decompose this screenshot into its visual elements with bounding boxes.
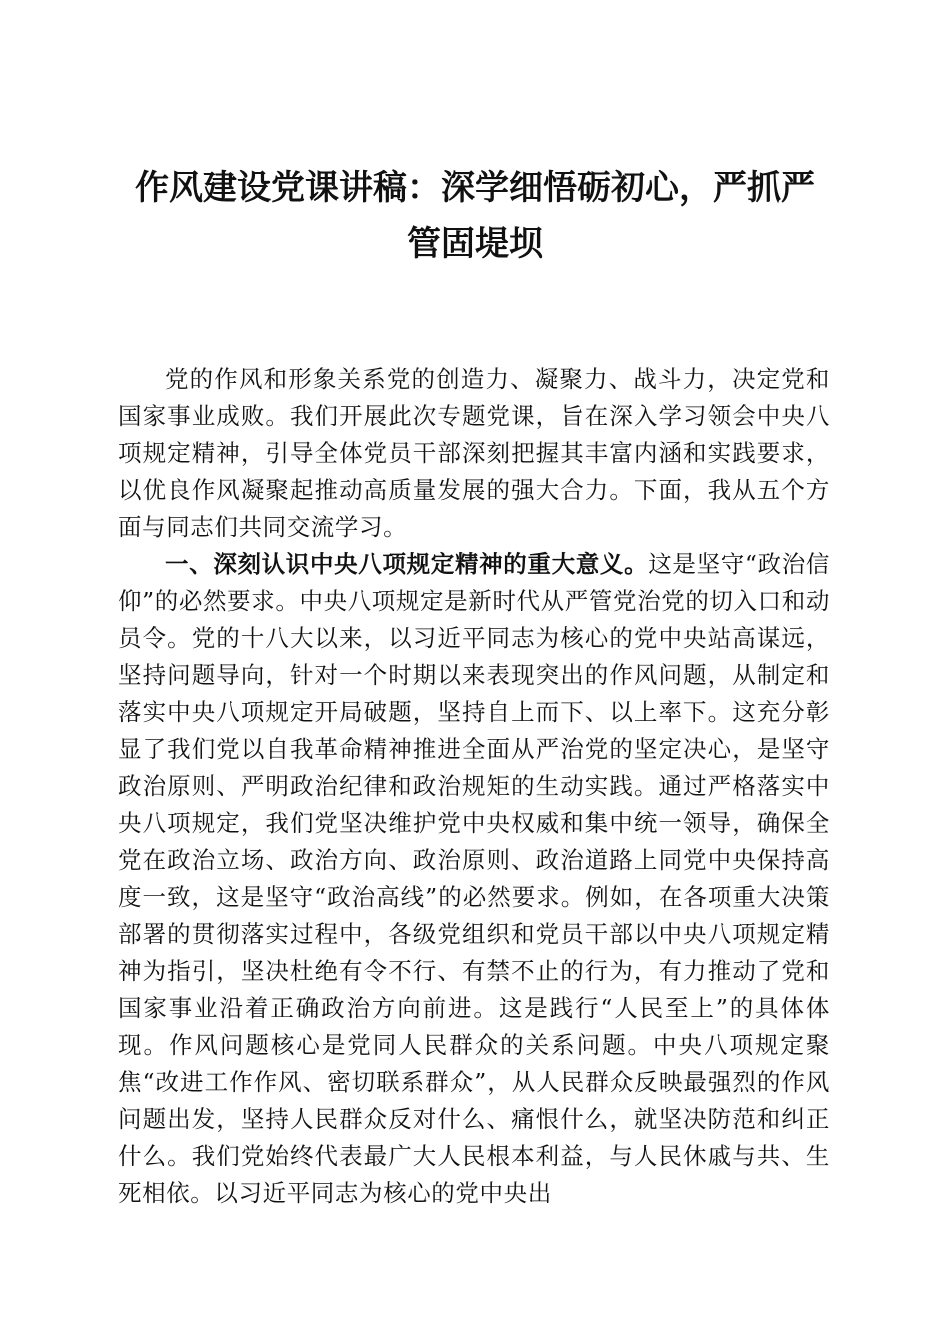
title-line-1: 作风建设党课讲稿：深学细悟砺初心，严抓严: [135, 168, 815, 208]
paragraph-text: 这是坚守“政治信仰”的必然要求。中央八项规定是新时代从严管党治党的切入口和动员令。党的十八大以来，以习近平同志为核心的党中央站高谋远，坚持问题导向，针对一个时期以来表现突出的作风问题，从制定和落实中央八项规定开局破题，坚持自上而下、以上率下。这充分彰显了我们党以自我革命精神推进全面从严治党的坚定决心，是坚守政治原则、严明政治纪律和政治规矩的生动实践。通过严格落实中央八项规定，我们党坚决维护党中央权威和集中统一领导，确保全党在政治立场、政治方向、政治原则、政治道路上同党中央保持高度一致，这是坚守“政治高线”的必然要求。例如，在各项重大决策部署的贯彻落实过程中，各级党组织和党员干部以中央八项规定精神为指引，坚决杜绝有令不行、有禁不止的行为，有力推动了党和国家事业沿着正确政治方向前进。这是践行“人民至上”的具体体现。作风问题核心是党同人民群众的关系问题。中央八项规定聚焦“改进工作作风、密切联系群众”，从人民群众反映最强烈的作风问题出发，坚持人民群众反对什么、痛恨什么，就坚决防范和纠正什么。我们党始终代表最广大人民根本利益，与人民休戚与共、生死相依。以习近平同志为核心的党中央出: [118, 550, 830, 1207]
document-title: [100, 160, 850, 272]
document-body: [118, 361, 830, 1212]
section-heading: 一、深刻认识中央八项规定精神的重大意义。: [165, 550, 649, 578]
paragraph-text: 党的作风和形象关系党的创造力、凝聚力、战斗力，决定党和国家事业成败。我们开展此次专题党课，旨在深入学习领会中央八项规定精神，引导全体党员干部深刻把握其丰富内涵和实践要求，以优良作风凝聚起推动高质量发展的强大合力。下面，我从五个方面与同志们共同交流学习。: [118, 365, 830, 541]
title-line-2: 管固堤坝: [407, 224, 543, 264]
paragraph-intro: [118, 361, 830, 546]
paragraph-section-1: [118, 546, 830, 1212]
